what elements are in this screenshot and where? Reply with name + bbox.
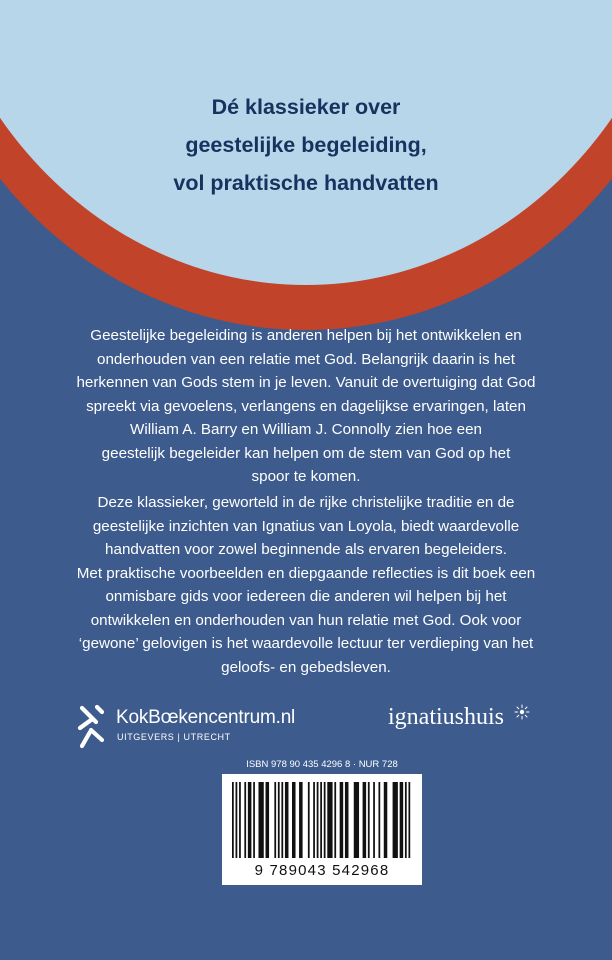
partner-name: ignatiushuis [388,704,505,730]
text-line: Met praktische voorbeelden en diepgaande reflecties is dit boek een [76,564,536,582]
barcode-bar [313,782,315,858]
text-line: Deze klassieker, geworteld in de rijke christelijke traditie en de [97,494,515,511]
barcode-bar [281,782,283,858]
text-line: onmisbare gids voor iedereen die anderen wil helpen bij het [105,588,507,605]
barcode-bar [248,782,252,858]
barcode-bar [274,782,276,858]
barcode-bar [236,782,238,858]
text-line: geloofs- en gebedsleven. [221,658,391,676]
barcode-bar [292,782,296,858]
barcode-bar [285,782,289,858]
barcode [222,774,422,885]
partner-logo [388,702,538,742]
barcode-bar [299,782,303,858]
barcode-bar [405,782,407,858]
text-line: spoor te komen. [251,468,361,485]
barcode-bar [324,782,326,858]
tagline-line: geestelijke begeleiding, [185,133,427,157]
barcode-bar [266,782,270,858]
text-line: Geestelijke begeleiding is anderen helpen bij het ontwikkelen en [90,327,522,344]
barcode-bar [345,782,349,858]
sun-burst-icon [514,704,530,720]
barcode-bar [317,782,319,858]
barcode-bar [340,782,344,858]
barcode-bar [320,782,322,858]
barcode-bar [308,782,310,858]
description-paragraph-1 [66,324,546,489]
text-line: ‘gewone’ gelovigen is het waardevolle lectuur ter verdieping van het [78,635,534,652]
text-line: geestelijke inzichten van Ignatius van Loyola, biedt waardevolle [92,517,520,535]
text-line: geestelijk begeleider kan helpen om de stem van God op het [101,444,511,462]
description-paragraph-2 [66,491,546,679]
text-line: herkennen van Gods stem in je leven. Vanuit de overtuiging dat God [76,374,536,391]
publisher-name: KokBœkencentrum.nl [116,707,296,728]
barcode-bar [400,782,404,858]
barcode-bar [363,782,367,858]
barcode-bar [253,782,255,858]
kok-boekencentrum-logo-icon [76,702,106,752]
barcode-bar [327,782,332,858]
barcode-digits: 9 789043 542968 [254,862,390,879]
barcode-bar [244,782,246,858]
barcode-bar [378,782,380,858]
barcode-bar [373,782,375,858]
text-line: onderhouden van een relatie met God. Belangrijk daarin is het [97,350,515,368]
isbn-line: ISBN 978 90 435 4296 8 · NUR 728 [246,759,398,770]
barcode-bar [278,782,280,858]
tagline [80,88,532,202]
text-line: ontwikkelen en onderhouden van hun relatie met God. Ook voor [90,611,522,629]
publisher-subtitle: UITGEVERS | UTRECHT [117,732,231,742]
tagline-line: Dé klassieker over [211,95,401,119]
barcode-bar [239,782,241,858]
publisher-logo [76,700,316,756]
tagline-line: vol praktische handvatten [173,171,439,195]
barcode-bar [368,782,370,858]
barcode-bar [408,782,410,858]
barcode-bar [334,782,336,858]
text-line: William A. Barry en William J. Connolly zien hoe een [130,421,482,438]
barcode-bar [393,782,398,858]
text-line: spreekt via gevoelens, verlangens en dagelijkse ervaringen, laten [86,397,526,415]
barcode-bar [354,782,359,858]
barcode-bar [384,782,388,858]
barcode-bar [258,782,263,858]
text-line: handvatten voor zowel beginnende als ervaren begeleiders. [105,541,507,558]
barcode-bar [232,782,234,858]
